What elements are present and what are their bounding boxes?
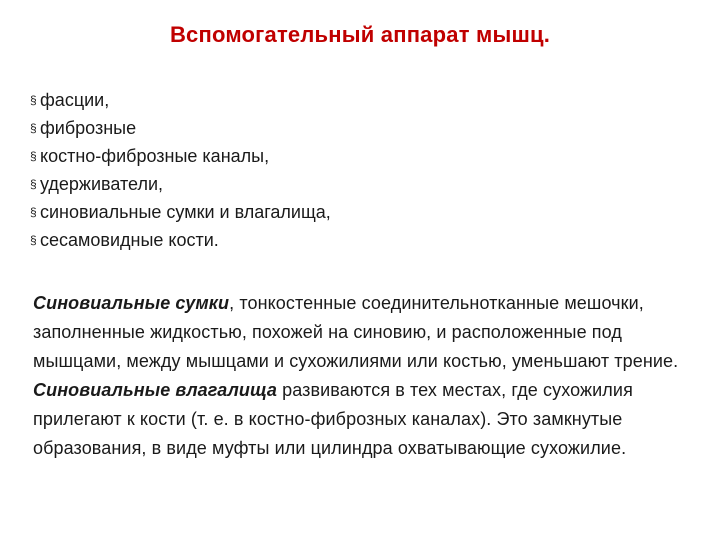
bullet-text: костно-фиброзные каналы, — [40, 146, 270, 166]
bullet-marker-icon: § — [30, 93, 37, 107]
bullet-text: сесамовидные кости. — [40, 230, 219, 250]
bullet-marker-icon: § — [30, 177, 37, 191]
bullet-text: синовиальные сумки и влагалища, — [40, 202, 331, 222]
description-paragraph — [33, 289, 683, 463]
paragraph-text-2: развиваются в тех местах, где сухожилия прилегают к кости (т. е. в костно-фиброзных каналах). Это замкнутые образования, в виде муфты или цилиндра охватывающие сухожилие. — [33, 380, 633, 458]
bullet-item — [30, 226, 690, 254]
bullet-text: фиброзные — [40, 118, 137, 138]
bullet-item — [30, 170, 690, 198]
bullet-item — [30, 198, 690, 226]
term-synovial-sheaths: Синовиальные влагалища — [33, 380, 278, 400]
bullet-marker-icon: § — [30, 233, 37, 247]
bullet-marker-icon: § — [30, 121, 37, 135]
bullet-item — [30, 142, 690, 170]
bullet-marker-icon: § — [30, 205, 37, 219]
bullet-list — [30, 86, 690, 254]
bullet-item — [30, 86, 690, 114]
bullet-text: фасции, — [40, 90, 110, 110]
paragraph-text-1: , тонкостенные соединительнотканные мешочки, заполненные жидкостью, похожей на синовию, и расположенные под мышцами, между мышцами и сухожилиями или костью, уменьшают трение. — [33, 293, 679, 371]
bullet-text: удерживатели, — [40, 174, 164, 194]
slide-title: Вспомогательный аппарат мышц. — [169, 22, 551, 47]
bullet-marker-icon: § — [30, 149, 37, 163]
bullet-item — [30, 114, 690, 142]
term-synovial-bursae: Синовиальные сумки — [33, 293, 230, 313]
